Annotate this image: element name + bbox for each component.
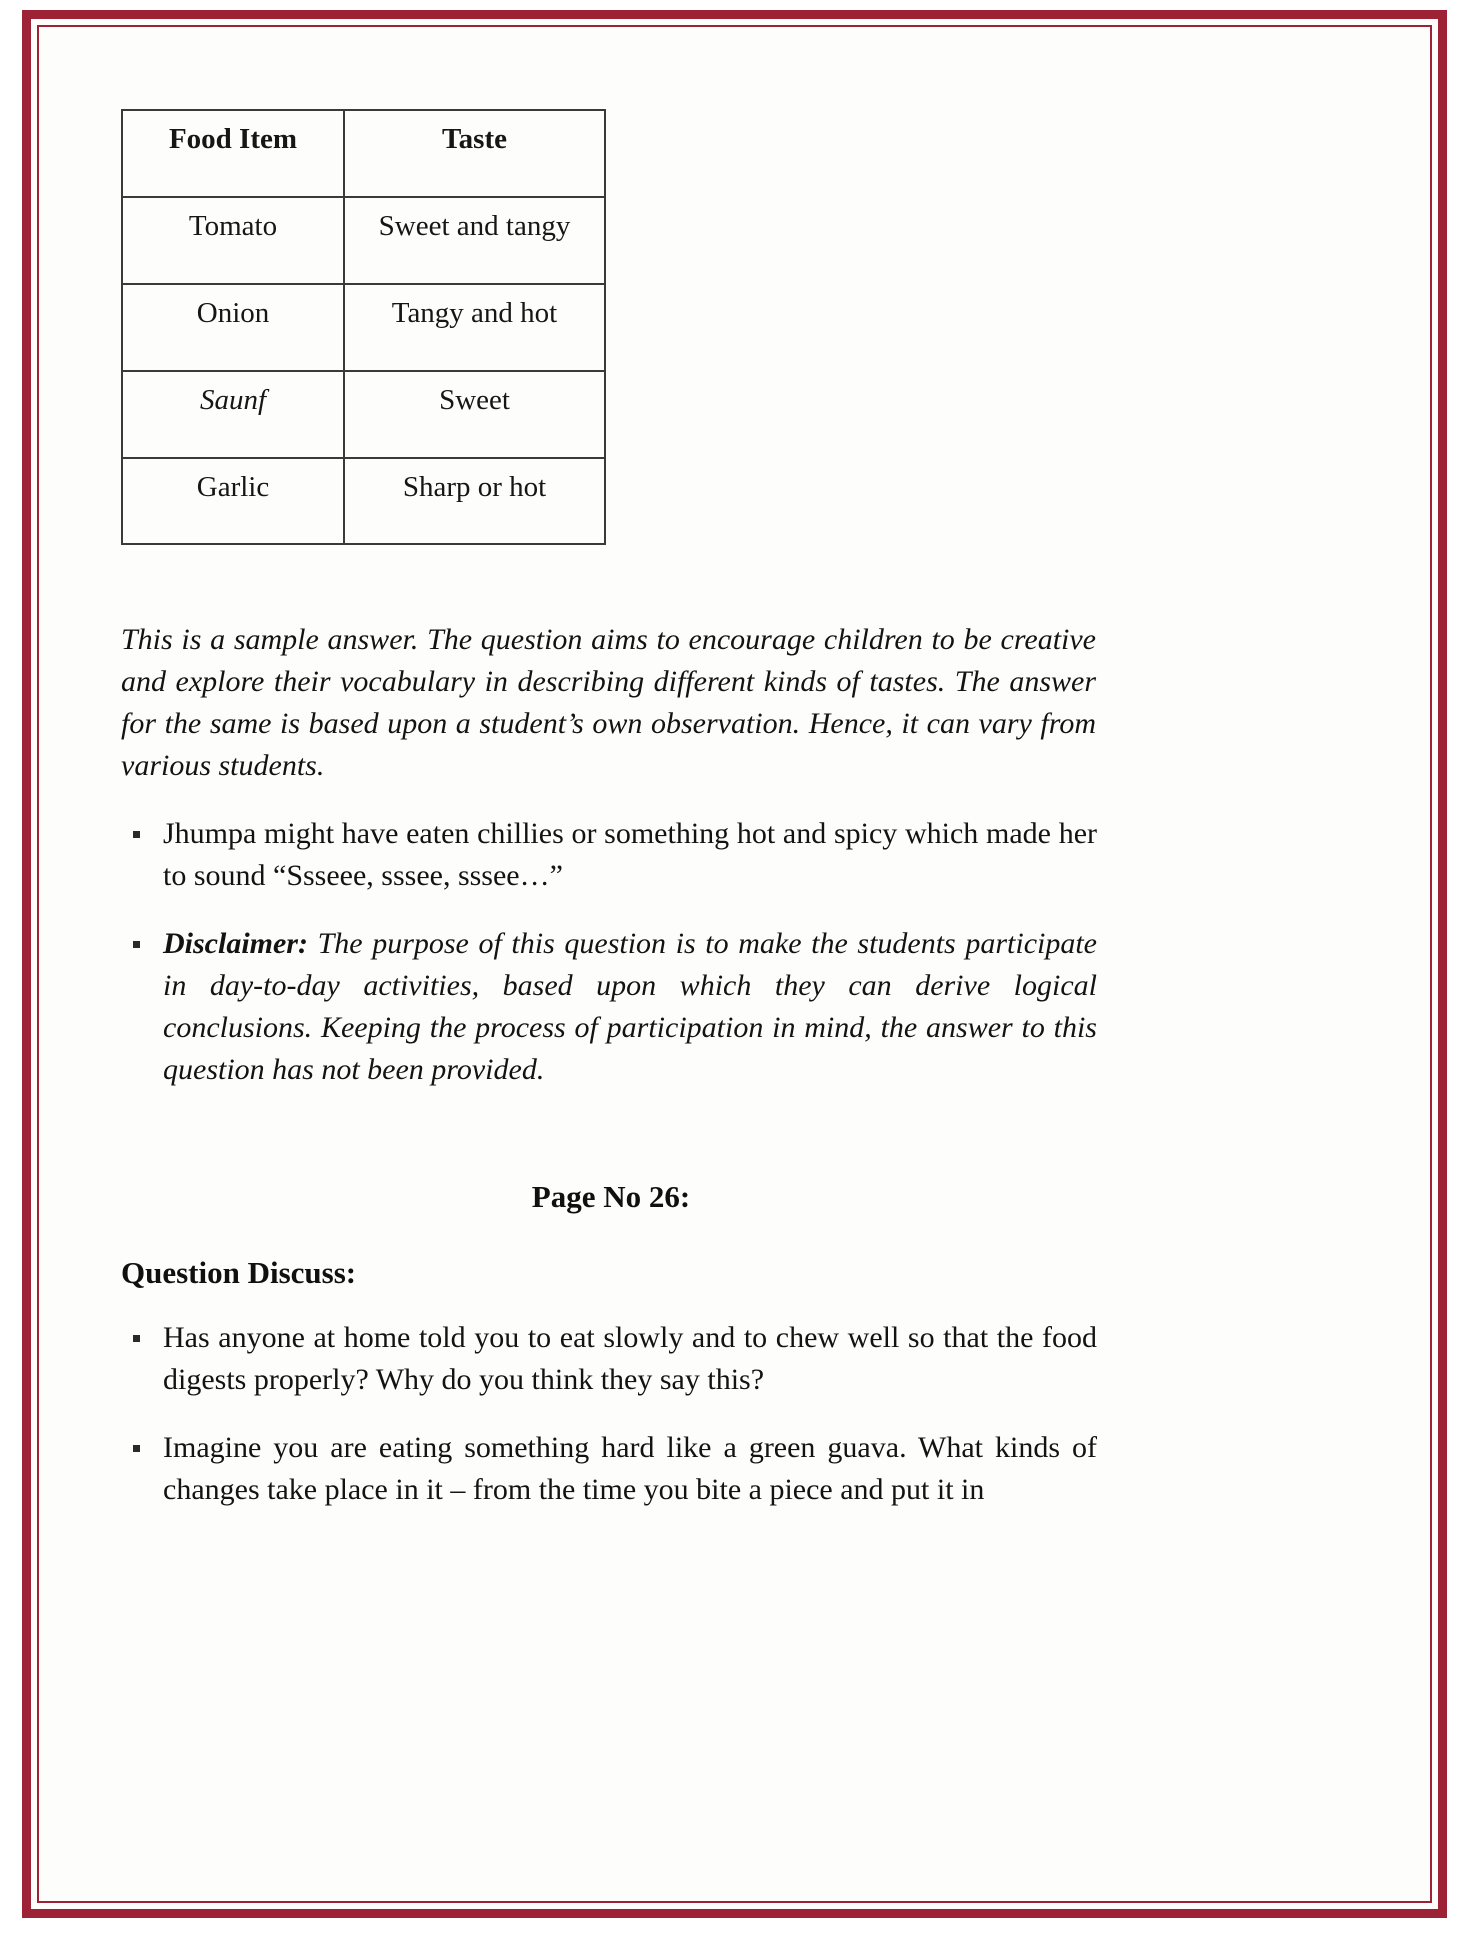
table-row (122, 371, 605, 458)
page-border-frame (22, 10, 1447, 1918)
list-item (121, 923, 1097, 1091)
page-number-heading: Page No 26: (531, 1179, 691, 1215)
bullet-text: Imagine you are eating something hard like a green guava. What kinds of changes take place in it – from the time you bite a piece and put it in (163, 1431, 1097, 1507)
bullet-text: Jhumpa might have eaten chillies or something hot and spicy which made her to sound “Ssseee, sssee, sssee…” (163, 817, 1097, 893)
answer-bullet-list (121, 813, 1101, 1091)
table-header-row (122, 110, 605, 197)
question-bullet-list (121, 1317, 1101, 1511)
page-body (31, 19, 1438, 1909)
list-item (121, 1427, 1097, 1511)
intro-paragraph: This is a sample answer. The question aims to encourage children to be creative and explore their vocabulary in describing different kinds of tastes. The answer for the same is based upon a student’s own observation. Hence, it can vary from various students. (121, 623, 1096, 783)
bullet-text: Has anyone at home told you to eat slowly and to chew well so that the food digests properly? Why do you think they say this? (163, 1321, 1097, 1397)
cell-taste: Tangy and hot (344, 284, 605, 371)
cell-taste: Sharp or hot (344, 458, 605, 545)
cell-food-item: Garlic (122, 458, 344, 545)
cell-taste: Sweet (344, 371, 605, 458)
table-row (122, 458, 605, 545)
document-content (121, 109, 1101, 1511)
list-item (121, 813, 1097, 897)
cell-food-item: Onion (122, 284, 344, 371)
section-heading: Question Discuss: (121, 1255, 357, 1291)
cell-food-item: Saunf (122, 371, 344, 458)
disclaimer-label: Disclaimer: (163, 927, 318, 961)
cell-taste: Sweet and tangy (344, 197, 605, 284)
table-header-food-item: Food Item (122, 110, 344, 197)
food-taste-table (121, 109, 606, 545)
list-item (121, 1317, 1097, 1401)
cell-food-item: Tomato (122, 197, 344, 284)
table-head (122, 110, 605, 197)
table-row (122, 284, 605, 371)
table-row (122, 197, 605, 284)
table-header-taste: Taste (344, 110, 605, 197)
bullet-text: The purpose of this question is to make the students participate in day-to-day activities, based upon which they can derive logical conclusions. Keeping the process of participation in mind, the answer to this question has not been provided. (163, 927, 1097, 1087)
table-body (122, 197, 605, 545)
